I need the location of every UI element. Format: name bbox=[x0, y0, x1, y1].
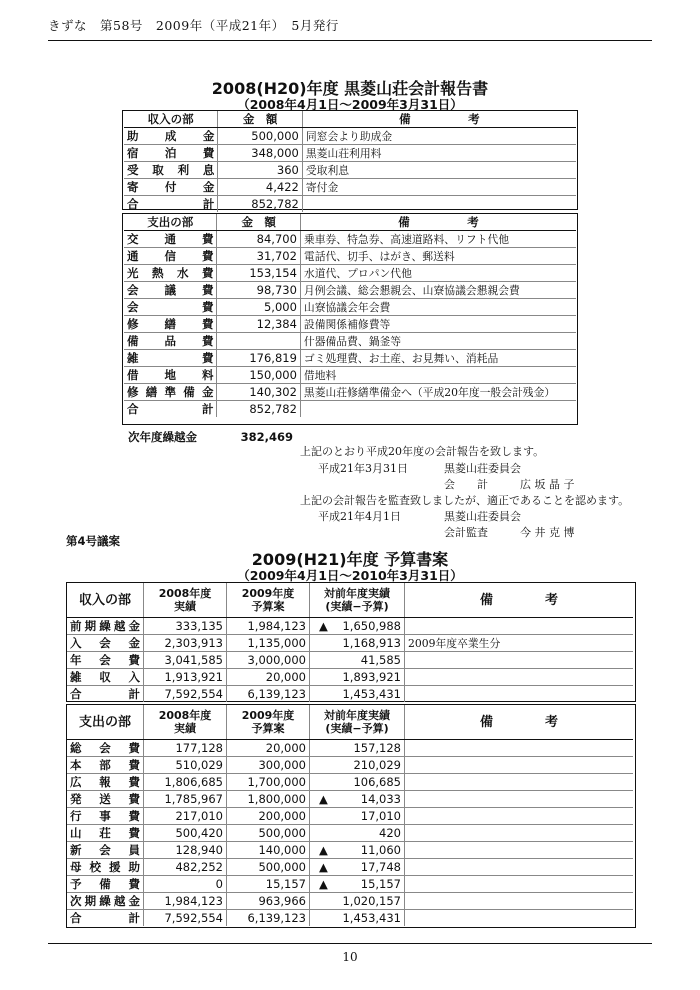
footer-rule bbox=[48, 943, 652, 944]
note-cell: 同窓会より助成金 bbox=[302, 128, 576, 145]
note-cell: 山寮協議会年会費 bbox=[300, 299, 576, 316]
budget-expense-total bbox=[67, 910, 633, 927]
table-row bbox=[124, 350, 576, 367]
table-row bbox=[67, 652, 633, 669]
budget-cell: 200,000 bbox=[227, 808, 310, 825]
item-label: 入 会 金 bbox=[70, 636, 140, 650]
negative-triangle-icon: ▲ bbox=[319, 792, 328, 806]
diff-cell bbox=[310, 618, 405, 635]
diff-cell bbox=[310, 808, 405, 825]
item-cell bbox=[124, 384, 217, 401]
table-row bbox=[67, 618, 633, 635]
report-income-header bbox=[124, 111, 576, 128]
item-label: 宿 泊 費 bbox=[127, 146, 215, 160]
item-label: 雑 収 入 bbox=[70, 670, 140, 684]
item-cell bbox=[67, 635, 144, 652]
item-label: 行 事 費 bbox=[70, 809, 140, 823]
total-diff: 1,453,431 bbox=[310, 910, 405, 927]
diff-cell bbox=[310, 876, 405, 893]
diff-cell bbox=[310, 774, 405, 791]
header-cell bbox=[310, 705, 405, 740]
table-row bbox=[124, 162, 576, 179]
header-line: 2008年度 bbox=[158, 709, 212, 722]
diff-value: 1,168,913 bbox=[342, 636, 401, 650]
statement-date1: 平成21年3月31日 bbox=[318, 462, 408, 475]
budget-title: 2009(H21)年度 予算書案 bbox=[251, 550, 449, 569]
total-budget: 6,139,123 bbox=[227, 910, 310, 927]
diff-value: 11,060 bbox=[360, 843, 401, 857]
header-line: 2008年度 bbox=[158, 587, 212, 600]
item-cell bbox=[67, 757, 144, 774]
diff-cell bbox=[310, 791, 405, 808]
table-row bbox=[67, 757, 633, 774]
item-label: 修 繕 費 bbox=[127, 317, 214, 331]
item-cell bbox=[67, 669, 144, 686]
table-row bbox=[124, 179, 576, 196]
diff-cell bbox=[310, 825, 405, 842]
actual-cell: 217,010 bbox=[144, 808, 227, 825]
diff-cell bbox=[310, 757, 405, 774]
header-cell: 収入の部 bbox=[124, 111, 218, 128]
budget-expense-table bbox=[67, 705, 633, 926]
report-expense-header bbox=[124, 214, 576, 231]
note-cell bbox=[405, 669, 634, 686]
total-amount: 852,782 bbox=[217, 401, 300, 418]
note-cell bbox=[405, 893, 634, 910]
actual-cell: 177,128 bbox=[144, 740, 227, 757]
table-row bbox=[124, 384, 576, 401]
budget-cell: 20,000 bbox=[227, 740, 310, 757]
item-cell bbox=[124, 145, 218, 162]
table-row bbox=[67, 859, 633, 876]
budget-cell: 1,700,000 bbox=[227, 774, 310, 791]
amount-cell: 12,384 bbox=[217, 316, 300, 333]
header-cell bbox=[144, 583, 227, 618]
amount-cell: 348,000 bbox=[218, 145, 303, 162]
amount-cell: 31,702 bbox=[217, 248, 300, 265]
table-row bbox=[124, 145, 576, 162]
statement-name2: 今 井 克 博 bbox=[520, 526, 575, 539]
budget-cell: 1,800,000 bbox=[227, 791, 310, 808]
diff-cell bbox=[310, 893, 405, 910]
item-cell bbox=[67, 893, 144, 910]
actual-cell: 1,806,685 bbox=[144, 774, 227, 791]
amount-cell: 153,154 bbox=[217, 265, 300, 282]
header-line: 実績 bbox=[174, 600, 196, 613]
header-line: (実績−予算) bbox=[325, 600, 389, 613]
item-label: 受 取 利 息 bbox=[127, 163, 215, 177]
actual-cell: 3,041,585 bbox=[144, 652, 227, 669]
report-income-body bbox=[124, 128, 576, 196]
table-row bbox=[67, 825, 633, 842]
diff-value: 1,650,988 bbox=[342, 619, 401, 633]
diff-value: 1,020,157 bbox=[342, 894, 401, 908]
item-label: 次 期 繰 越 金 bbox=[70, 894, 140, 908]
item-label: 年 会 費 bbox=[70, 653, 140, 667]
item-cell bbox=[124, 231, 217, 248]
header-line: 実績 bbox=[174, 722, 196, 735]
item-label: 備 品 費 bbox=[127, 334, 214, 348]
note-cell bbox=[405, 774, 634, 791]
budget-cell: 20,000 bbox=[227, 669, 310, 686]
statement-name1: 広 坂 晶 子 bbox=[520, 478, 575, 491]
item-cell bbox=[67, 618, 144, 635]
negative-triangle-icon: ▲ bbox=[319, 860, 328, 874]
note-cell bbox=[405, 876, 634, 893]
table-row bbox=[124, 367, 576, 384]
carryover-amount: 382,469 bbox=[240, 430, 293, 444]
report-title: 2008(H20)年度 黒菱山荘会計報告書 bbox=[211, 79, 489, 98]
budget-income-body bbox=[67, 618, 633, 686]
note-cell: 水道代、プロパン代他 bbox=[300, 265, 576, 282]
budget-cell: 300,000 bbox=[227, 757, 310, 774]
diff-value: 106,685 bbox=[353, 775, 401, 789]
diff-value: 14,033 bbox=[360, 792, 401, 806]
diff-cell bbox=[310, 859, 405, 876]
amount-cell: 4,422 bbox=[218, 179, 303, 196]
header-cell: 金 額 bbox=[217, 214, 300, 231]
diff-value: 15,157 bbox=[360, 877, 401, 891]
page-header: きずな 第58号 2009年（平成21年） 5月発行 bbox=[48, 18, 339, 33]
actual-cell: 333,135 bbox=[144, 618, 227, 635]
item-cell bbox=[67, 859, 144, 876]
budget-income-total bbox=[67, 686, 633, 703]
budget-cell: 500,000 bbox=[227, 825, 310, 842]
item-label: 交 通 費 bbox=[127, 232, 214, 246]
header-cell: 金 額 bbox=[218, 111, 303, 128]
diff-value: 41,585 bbox=[360, 653, 401, 667]
table-row bbox=[67, 635, 633, 652]
table-row bbox=[124, 299, 576, 316]
page-number: 10 bbox=[342, 950, 358, 964]
diff-cell bbox=[310, 652, 405, 669]
carryover bbox=[128, 429, 293, 445]
actual-cell: 500,420 bbox=[144, 825, 227, 842]
table-row bbox=[124, 231, 576, 248]
header-cell: 備 考 bbox=[300, 214, 576, 231]
note-cell bbox=[405, 757, 634, 774]
header-line: 2009年度 bbox=[241, 709, 295, 722]
item-label: 予 備 費 bbox=[70, 877, 140, 891]
diff-value: 17,010 bbox=[360, 809, 401, 823]
item-label: 前 期 繰 越 金 bbox=[70, 619, 140, 633]
item-cell bbox=[124, 265, 217, 282]
item-label: 光 熱 水 費 bbox=[127, 266, 214, 280]
table-row bbox=[67, 740, 633, 757]
total-amount: 852,782 bbox=[218, 196, 303, 213]
total-actual: 7,592,554 bbox=[144, 910, 227, 927]
table-row bbox=[67, 876, 633, 893]
item-cell bbox=[124, 248, 217, 265]
diff-cell bbox=[310, 740, 405, 757]
amount-cell bbox=[217, 333, 300, 350]
item-label: 新 会 員 bbox=[70, 843, 140, 857]
note-cell: 借地料 bbox=[300, 367, 576, 384]
statement-date2: 平成21年4月1日 bbox=[318, 510, 401, 523]
statement-line1: 上記のとおり平成20年度の会計報告を致します。 bbox=[300, 445, 545, 458]
total-label: 合 計 bbox=[127, 402, 214, 416]
note-cell bbox=[405, 808, 634, 825]
header-cell bbox=[227, 583, 310, 618]
budget-period: （2009年4月1日～2010年3月31日） bbox=[237, 568, 463, 583]
note-cell: ゴミ処理費、お土産、お見舞い、消耗品 bbox=[300, 350, 576, 367]
budget-cell: 15,157 bbox=[227, 876, 310, 893]
header-cell bbox=[310, 583, 405, 618]
amount-cell: 84,700 bbox=[217, 231, 300, 248]
header-cell: 支出の部 bbox=[124, 214, 217, 231]
note-cell bbox=[405, 618, 634, 635]
item-cell bbox=[67, 808, 144, 825]
note-cell bbox=[405, 652, 634, 669]
negative-triangle-icon: ▲ bbox=[319, 877, 328, 891]
note-cell bbox=[405, 859, 634, 876]
carryover-label: 次年度繰越金 bbox=[128, 430, 197, 444]
item-cell bbox=[124, 350, 217, 367]
item-label: 通 信 費 bbox=[127, 249, 214, 263]
actual-cell: 1,785,967 bbox=[144, 791, 227, 808]
actual-cell: 128,940 bbox=[144, 842, 227, 859]
statement-role1: 会 計 bbox=[444, 478, 488, 491]
item-cell bbox=[67, 774, 144, 791]
budget-expense-body bbox=[67, 740, 633, 910]
budget-cell: 963,966 bbox=[227, 893, 310, 910]
actual-cell: 0 bbox=[144, 876, 227, 893]
budget-cell: 1,984,123 bbox=[227, 618, 310, 635]
header-cell: 備 考 bbox=[405, 705, 634, 740]
table-row bbox=[67, 774, 633, 791]
amount-cell: 360 bbox=[218, 162, 303, 179]
item-label: 雑 費 bbox=[127, 351, 214, 365]
item-label: 修 繕 準 備 金 bbox=[127, 385, 214, 399]
note-cell: 寄付金 bbox=[302, 179, 576, 196]
item-cell bbox=[124, 333, 217, 350]
table-row bbox=[124, 282, 576, 299]
note-cell: 2009年度卒業生分 bbox=[405, 635, 634, 652]
header-rule bbox=[48, 40, 652, 41]
total-label: 合 計 bbox=[127, 197, 215, 211]
diff-cell bbox=[310, 669, 405, 686]
table-row bbox=[67, 791, 633, 808]
budget-cell: 1,135,000 bbox=[227, 635, 310, 652]
diff-cell bbox=[310, 842, 405, 859]
budget-expense-header bbox=[67, 705, 633, 740]
item-label: 本 部 費 bbox=[70, 758, 140, 772]
actual-cell: 1,984,123 bbox=[144, 893, 227, 910]
table-row bbox=[124, 316, 576, 333]
item-cell bbox=[124, 128, 218, 145]
header-line: 予算案 bbox=[251, 600, 285, 613]
note-cell: 黒菱山荘利用料 bbox=[302, 145, 576, 162]
table-row bbox=[67, 893, 633, 910]
amount-cell: 150,000 bbox=[217, 367, 300, 384]
diff-value: 1,893,921 bbox=[342, 670, 401, 684]
negative-triangle-icon: ▲ bbox=[319, 843, 328, 857]
item-label: 助 成 金 bbox=[127, 129, 215, 143]
item-cell bbox=[124, 316, 217, 333]
table-row bbox=[124, 333, 576, 350]
diff-value: 210,029 bbox=[353, 758, 401, 772]
budget-cell: 500,000 bbox=[227, 859, 310, 876]
item-label: 総 会 費 bbox=[70, 741, 140, 755]
item-cell bbox=[124, 299, 217, 316]
report-expense-table bbox=[124, 214, 576, 417]
item-cell bbox=[124, 179, 218, 196]
diff-cell bbox=[310, 635, 405, 652]
item-label: 会 費 bbox=[127, 300, 214, 314]
header-line: (実績−予算) bbox=[325, 722, 389, 735]
header-line: 対前年度実績 bbox=[324, 709, 390, 722]
table-row bbox=[124, 248, 576, 265]
note-cell: 什器備品費、鍋釜等 bbox=[300, 333, 576, 350]
header-cell: 収入の部 bbox=[67, 583, 144, 618]
item-label: 会 議 費 bbox=[127, 283, 214, 297]
item-cell bbox=[67, 740, 144, 757]
header-cell: 備 考 bbox=[302, 111, 576, 128]
item-cell bbox=[124, 367, 217, 384]
actual-cell: 510,029 bbox=[144, 757, 227, 774]
item-cell bbox=[124, 162, 218, 179]
report-income-total bbox=[124, 196, 576, 213]
diff-value: 157,128 bbox=[353, 741, 401, 755]
table-row bbox=[124, 128, 576, 145]
total-label: 合 計 bbox=[70, 911, 140, 925]
actual-cell: 482,252 bbox=[144, 859, 227, 876]
actual-cell: 2,303,913 bbox=[144, 635, 227, 652]
budget-income-header bbox=[67, 583, 633, 618]
total-actual: 7,592,554 bbox=[144, 686, 227, 703]
agenda-label: 第4号議案 bbox=[66, 534, 121, 548]
report-expense-total bbox=[124, 401, 576, 418]
diff-value: 420 bbox=[379, 826, 401, 840]
budget-cell: 140,000 bbox=[227, 842, 310, 859]
header-cell bbox=[227, 705, 310, 740]
note-cell bbox=[405, 825, 634, 842]
item-label: 寄 付 金 bbox=[127, 180, 215, 194]
total-diff: 1,453,431 bbox=[310, 686, 405, 703]
note-cell: 設備関係補修費等 bbox=[300, 316, 576, 333]
actual-cell: 1,913,921 bbox=[144, 669, 227, 686]
item-label: 母 校 援 助 bbox=[70, 860, 140, 874]
amount-cell: 98,730 bbox=[217, 282, 300, 299]
total-label: 合 計 bbox=[70, 687, 140, 701]
table-row bbox=[124, 265, 576, 282]
item-label: 山 荘 費 bbox=[70, 826, 140, 840]
report-period: （2008年4月1日～2009年3月31日） bbox=[237, 97, 463, 112]
diff-value: 17,748 bbox=[360, 860, 401, 874]
amount-cell: 500,000 bbox=[218, 128, 303, 145]
header-cell bbox=[144, 705, 227, 740]
report-income-table bbox=[124, 111, 576, 212]
item-cell bbox=[67, 652, 144, 669]
amount-cell: 140,302 bbox=[217, 384, 300, 401]
header-line: 予算案 bbox=[251, 722, 285, 735]
amount-cell: 176,819 bbox=[217, 350, 300, 367]
note-cell bbox=[405, 791, 634, 808]
statement-line2: 上記の会計報告を監査致しましたが、適正であることを認めます。 bbox=[300, 494, 630, 507]
table-row bbox=[67, 842, 633, 859]
note-cell: 月例会議、総会懇親会、山寮協議会懇親会費 bbox=[300, 282, 576, 299]
header-line: 2009年度 bbox=[241, 587, 295, 600]
item-cell bbox=[67, 842, 144, 859]
item-cell bbox=[124, 282, 217, 299]
total-budget: 6,139,123 bbox=[227, 686, 310, 703]
header-cell: 備 考 bbox=[405, 583, 634, 618]
item-cell bbox=[67, 791, 144, 808]
item-cell bbox=[67, 876, 144, 893]
budget-cell: 3,000,000 bbox=[227, 652, 310, 669]
note-cell: 受取利息 bbox=[302, 162, 576, 179]
table-row bbox=[67, 808, 633, 825]
negative-triangle-icon: ▲ bbox=[319, 619, 328, 633]
header-cell: 支出の部 bbox=[67, 705, 144, 740]
report-expense-body bbox=[124, 231, 576, 401]
note-cell bbox=[405, 740, 634, 757]
item-label: 借 地 料 bbox=[127, 368, 214, 382]
statement-org2: 黒菱山荘委員会 bbox=[444, 510, 521, 523]
item-label: 広 報 費 bbox=[70, 775, 140, 789]
note-cell: 乗車券、特急券、高速道路料、リフト代他 bbox=[300, 231, 576, 248]
header-line: 対前年度実績 bbox=[324, 587, 390, 600]
item-label: 発 送 費 bbox=[70, 792, 140, 806]
note-cell bbox=[405, 842, 634, 859]
item-cell bbox=[67, 825, 144, 842]
note-cell: 電話代、切手、はがき、郵送料 bbox=[300, 248, 576, 265]
statement-org1: 黒菱山荘委員会 bbox=[444, 462, 521, 475]
statement-role2: 会計監査 bbox=[444, 526, 488, 539]
amount-cell: 5,000 bbox=[217, 299, 300, 316]
budget-income-table bbox=[67, 583, 633, 702]
table-row bbox=[67, 669, 633, 686]
note-cell: 黒菱山荘修繕準備金へ（平成20年度一般会計残金） bbox=[300, 384, 576, 401]
